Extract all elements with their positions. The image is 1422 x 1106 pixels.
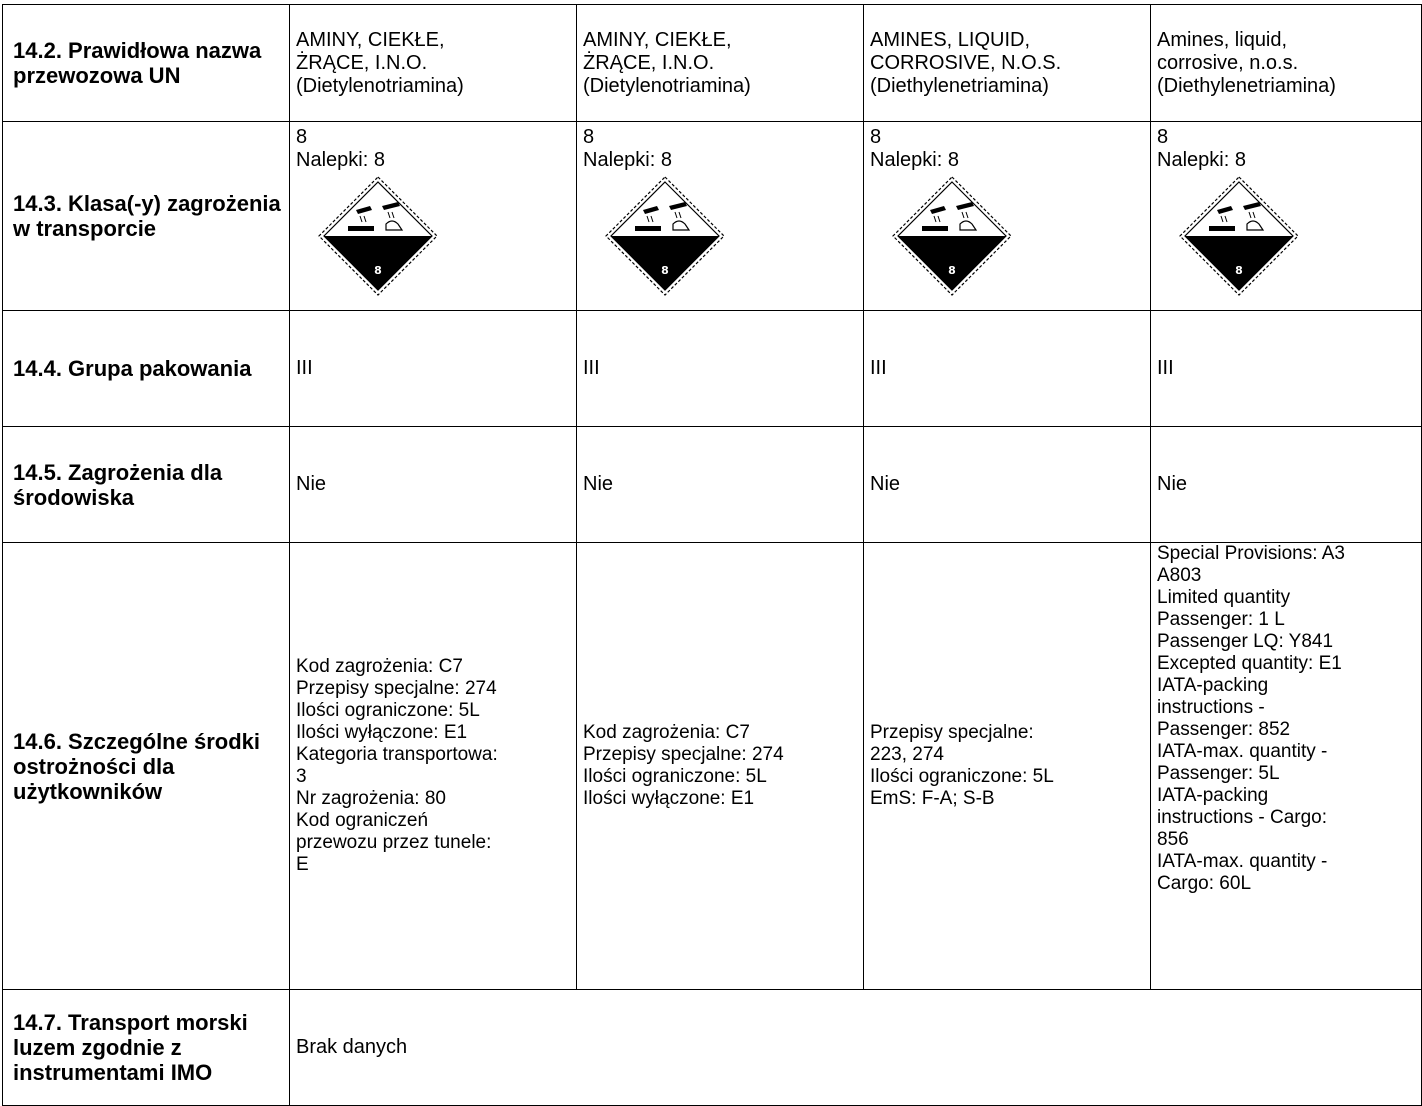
cell-special-precautions-imdg: Przepisy specjalne: 223, 274 Ilości ograniczone: 5L EmS: F-A; S-B bbox=[864, 543, 1151, 990]
svg-text:8: 8 bbox=[661, 264, 669, 277]
hazard-class-value: 8 bbox=[296, 126, 308, 148]
corrosive-hazard-icon bbox=[1179, 176, 1299, 296]
cell-packing-group: III bbox=[864, 311, 1151, 427]
row-14-5 bbox=[3, 427, 1422, 543]
row-label: 14.6. Szczególne środki ostrożności dla użytkowników bbox=[3, 543, 290, 990]
hazard-labels-value: Nalepki: 8 bbox=[583, 149, 672, 171]
cell-environmental-hazard: Nie bbox=[864, 427, 1151, 543]
row-14-4 bbox=[3, 311, 1422, 427]
hazard-labels-value: Nalepki: 8 bbox=[1157, 149, 1246, 171]
hazard-labels-value: Nalepki: 8 bbox=[296, 149, 385, 171]
cell-special-precautions-adr: Kod zagrożenia: C7 Przepisy specjalne: 274 Ilości ograniczone: 5L Ilości wyłączone: E1 Kategoria transportowa: 3 Nr zagrożenia: 80 Kod ograniczeń przewozu przez tunele: E bbox=[290, 543, 577, 990]
cell-hazard-class-rid bbox=[577, 122, 864, 311]
cell-packing-group: III bbox=[1151, 311, 1422, 427]
cell-hazard-class-adr bbox=[290, 122, 577, 311]
cell-packing-group: III bbox=[290, 311, 577, 427]
cell-shipping-name-iata: Amines, liquid, corrosive, n.o.s. (Diethylenetriamina) bbox=[1151, 5, 1422, 122]
svg-text:8: 8 bbox=[374, 264, 382, 277]
corrosive-hazard-icon bbox=[605, 176, 725, 296]
cell-hazard-class-imdg bbox=[864, 122, 1151, 311]
row-14-6 bbox=[3, 543, 1422, 990]
row-label: 14.4. Grupa pakowania bbox=[3, 311, 290, 427]
row-label: 14.3. Klasa(-y) zagrożenia w transporcie bbox=[3, 122, 290, 311]
row-label: 14.2. Prawidłowa nazwa przewozowa UN bbox=[3, 5, 290, 122]
hazard-class-value: 8 bbox=[1157, 126, 1169, 148]
svg-text:8: 8 bbox=[1235, 264, 1243, 277]
cell-environmental-hazard: Nie bbox=[290, 427, 577, 543]
hazard-class-value: 8 bbox=[870, 126, 882, 148]
corrosive-hazard-icon bbox=[318, 176, 438, 296]
row-14-2 bbox=[3, 5, 1422, 122]
cell-hazard-class-iata bbox=[1151, 122, 1422, 311]
row-14-3 bbox=[3, 122, 1422, 311]
hazard-labels-value: Nalepki: 8 bbox=[870, 149, 959, 171]
cell-special-precautions-rid: Kod zagrożenia: C7 Przepisy specjalne: 274 Ilości ograniczone: 5L Ilości wyłączone: E1 bbox=[577, 543, 864, 990]
row-label: 14.5. Zagrożenia dla środowiska bbox=[3, 427, 290, 543]
cell-shipping-name-adr: AMINY, CIEKŁE, ŻRĄCE, I.N.O. (Dietylenotriamina) bbox=[290, 5, 577, 122]
row-label: 14.7. Transport morski luzem zgodnie z instrumentami IMO bbox=[3, 990, 290, 1106]
cell-special-precautions-iata: Special Provisions: A3 A803 Limited quantity Passenger: 1 L Passenger LQ: Y841 Excepted quantity: E1 IATA-packing instructions - Passenger: 852 IATA-max. quantity - Passenger: 5L IATA-packing instructions - Cargo: 856 IATA-max. quantity - Cargo: 60L bbox=[1151, 543, 1422, 990]
row-14-7 bbox=[3, 990, 1422, 1106]
cell-environmental-hazard: Nie bbox=[577, 427, 864, 543]
cell-shipping-name-rid: AMINY, CIEKŁE, ŻRĄCE, I.N.O. (Dietylenotriamina) bbox=[577, 5, 864, 122]
hazard-class-value: 8 bbox=[583, 126, 595, 148]
cell-bulk-transport-imo: Brak danych bbox=[290, 990, 1422, 1106]
corrosive-hazard-icon bbox=[892, 176, 1012, 296]
svg-text:8: 8 bbox=[948, 264, 956, 277]
cell-environmental-hazard: Nie bbox=[1151, 427, 1422, 543]
cell-packing-group: III bbox=[577, 311, 864, 427]
cell-shipping-name-imdg: AMINES, LIQUID, CORROSIVE, N.O.S. (Diethylenetriamina) bbox=[864, 5, 1151, 122]
transport-info-table bbox=[2, 4, 1422, 1106]
